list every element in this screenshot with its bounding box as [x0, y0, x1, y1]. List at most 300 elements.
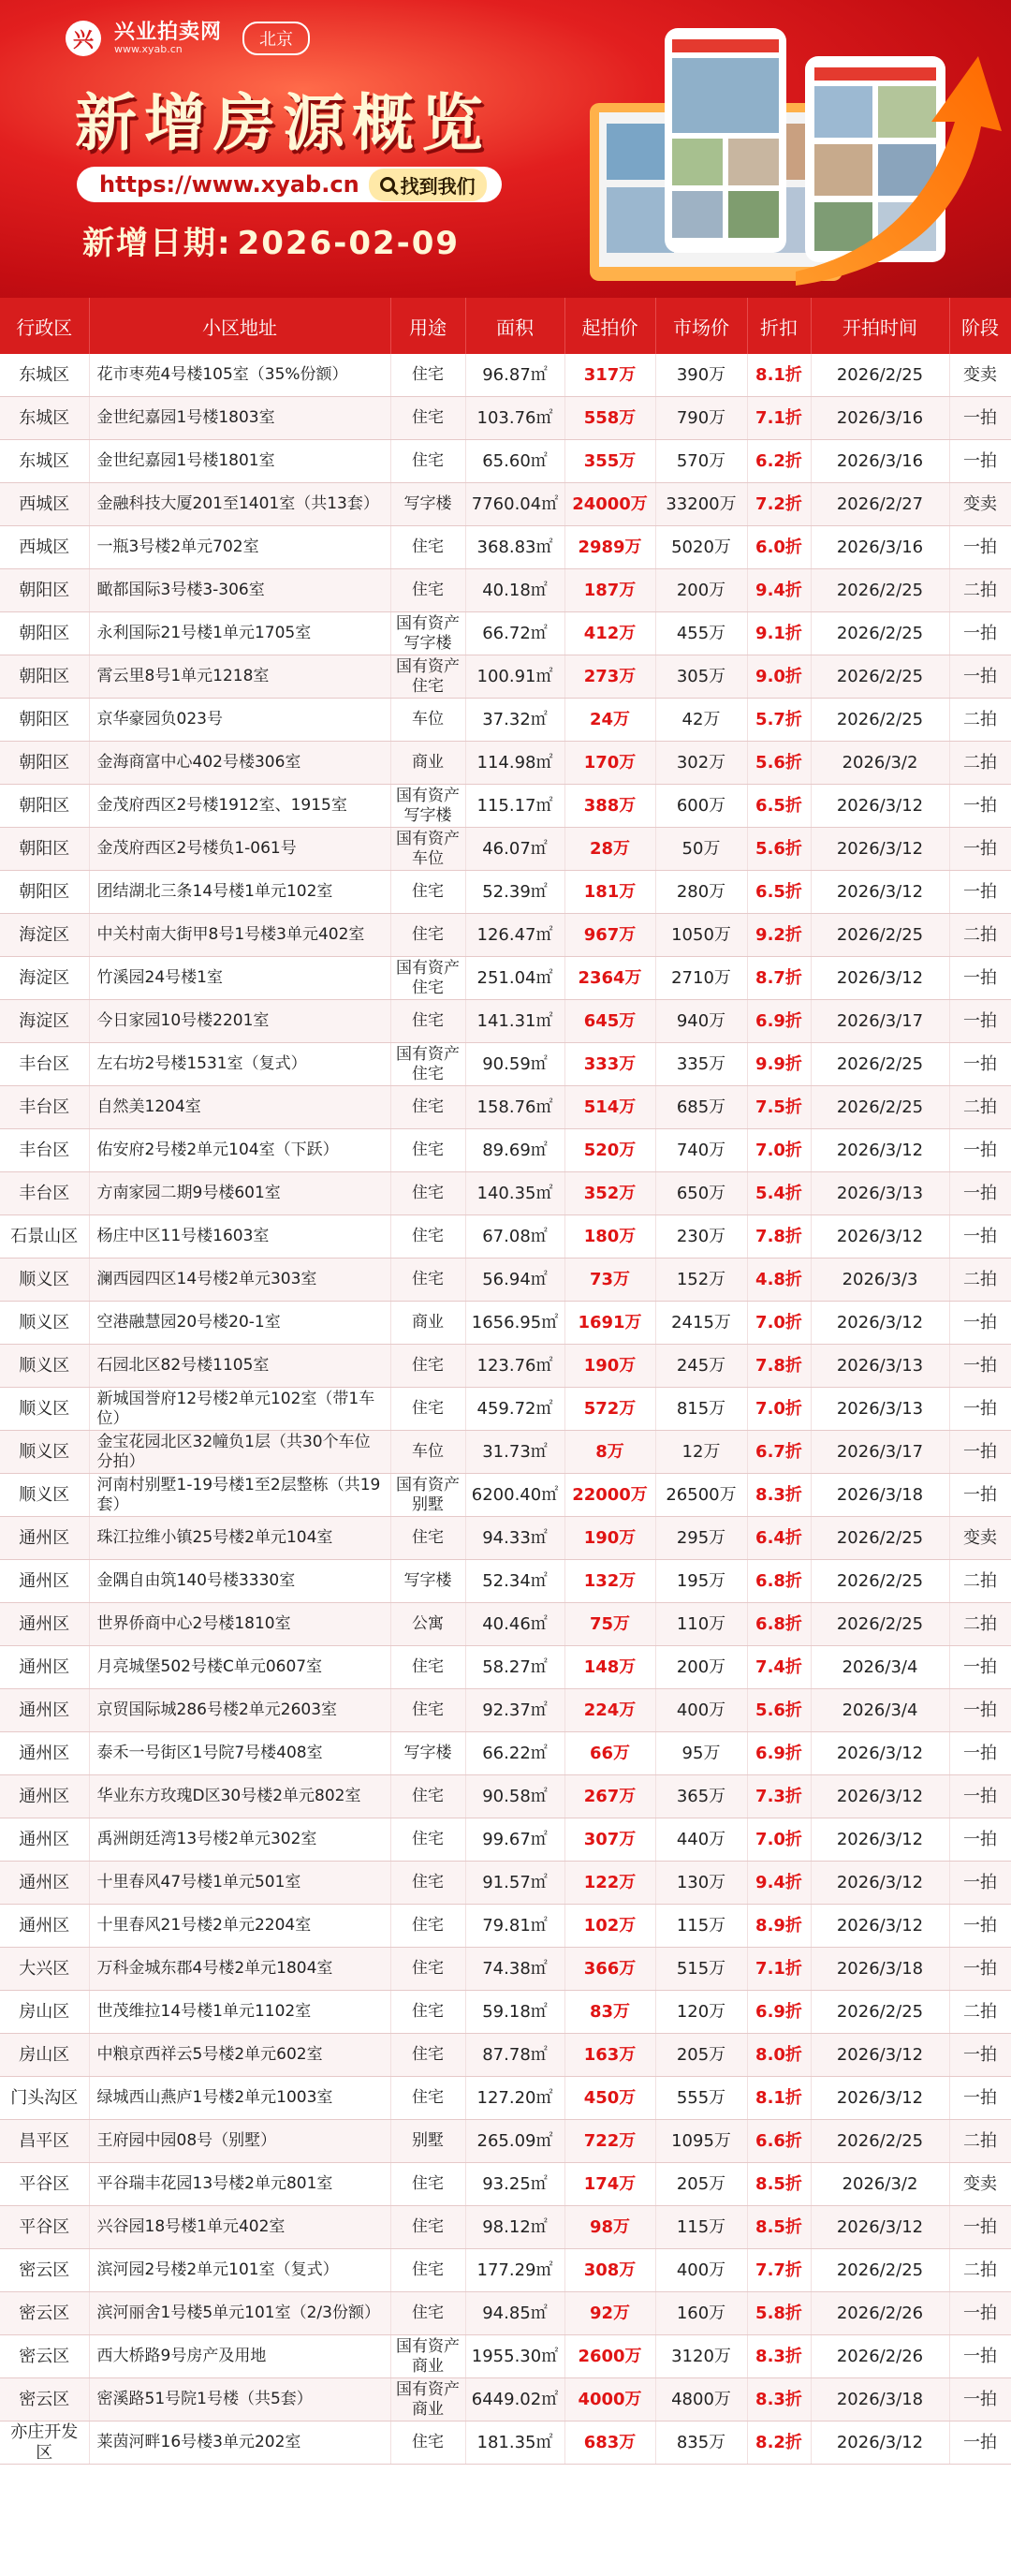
cell-discount: 6.7折: [747, 1431, 811, 1474]
table-row[interactable]: [0, 2206, 1011, 2249]
cell-usage: 住宅: [390, 569, 465, 612]
cell-market-price: 790万: [655, 397, 747, 440]
cell-address[interactable]: 方南家园二期9号楼601室: [89, 1172, 390, 1215]
cell-start-price: 317万: [564, 354, 655, 397]
cell-stage: 一拍: [949, 2206, 1011, 2249]
table-row[interactable]: [0, 828, 1011, 871]
cell-usage: 住宅: [390, 354, 465, 397]
cell-address[interactable]: 京贸国际城286号楼2单元2603室: [89, 1689, 390, 1732]
cell-usage: 住宅: [390, 1689, 465, 1732]
cell-address[interactable]: 平谷瑞丰花园13号楼2单元801室: [89, 2163, 390, 2206]
devices-illustration-icon: [562, 19, 1002, 290]
table-row[interactable]: [0, 612, 1011, 655]
cell-address[interactable]: 绿城西山燕庐1号楼2单元1003室: [89, 2077, 390, 2120]
cell-address[interactable]: 花市枣苑4号楼105室（35%份额）: [89, 354, 390, 397]
table-row[interactable]: [0, 1560, 1011, 1603]
cell-start-price: 645万: [564, 1000, 655, 1043]
cell-auction-date: 2026/2/25: [811, 2249, 949, 2292]
cell-discount: 6.9折: [747, 1000, 811, 1043]
cell-discount: 7.4折: [747, 1646, 811, 1689]
cell-discount: 6.9折: [747, 1732, 811, 1775]
cell-market-price: 205万: [655, 2034, 747, 2077]
cell-address[interactable]: 空港融慧园20号楼20-1室: [89, 1302, 390, 1345]
table-row[interactable]: [0, 1000, 1011, 1043]
cell-address[interactable]: 石园北区82号楼1105室: [89, 1345, 390, 1388]
cell-market-price: 295万: [655, 1517, 747, 1560]
cell-stage: 一拍: [949, 440, 1011, 483]
cell-usage: 住宅: [390, 526, 465, 569]
cell-auction-date: 2026/3/4: [811, 1646, 949, 1689]
cell-start-price: 1691万: [564, 1302, 655, 1345]
cell-market-price: 302万: [655, 742, 747, 785]
cell-area: 115.17㎡: [465, 785, 564, 828]
table-row[interactable]: [0, 526, 1011, 569]
cell-address[interactable]: 金茂府西区2号楼1912室、1915室: [89, 785, 390, 828]
table-row[interactable]: [0, 1129, 1011, 1172]
logo-url: www.xyab.cn: [114, 43, 183, 56]
cell-address[interactable]: 左右坊2号楼1531室（复式）: [89, 1043, 390, 1086]
cell-address[interactable]: 佑安府2号楼2单元104室（下跃）: [89, 1129, 390, 1172]
cell-address[interactable]: 杨庄中区11号楼1603室: [89, 1215, 390, 1259]
cell-address[interactable]: 西大桥路9号房产及用地: [89, 2335, 390, 2378]
cell-market-price: 570万: [655, 440, 747, 483]
cell-stage: 二拍: [949, 1560, 1011, 1603]
cell-market-price: 1050万: [655, 914, 747, 957]
cell-start-price: 22000万: [564, 1474, 655, 1517]
cell-usage: 商业: [390, 1302, 465, 1345]
cell-area: 87.78㎡: [465, 2034, 564, 2077]
table-row[interactable]: [0, 1474, 1011, 1517]
cell-district: 顺义区: [0, 1474, 89, 1517]
cell-usage: 国有资产别墅: [390, 1474, 465, 1517]
table-row[interactable]: [0, 2163, 1011, 2206]
cell-auction-date: 2026/3/12: [811, 828, 949, 871]
cell-area: 40.46㎡: [465, 1603, 564, 1646]
cell-area: 52.34㎡: [465, 1560, 564, 1603]
cell-auction-date: 2026/3/16: [811, 526, 949, 569]
cell-address[interactable]: 滨河丽舍1号楼5单元101室（2/3份额）: [89, 2292, 390, 2335]
cell-usage: 住宅: [390, 2292, 465, 2335]
cell-start-price: 450万: [564, 2077, 655, 2120]
table-row[interactable]: [0, 2120, 1011, 2163]
cell-auction-date: 2026/3/12: [811, 1818, 949, 1862]
cell-start-price: 174万: [564, 2163, 655, 2206]
cell-area: 93.25㎡: [465, 2163, 564, 2206]
cell-stage: 一拍: [949, 1172, 1011, 1215]
cell-market-price: 455万: [655, 612, 747, 655]
cell-market-price: 26500万: [655, 1474, 747, 1517]
cell-market-price: 365万: [655, 1775, 747, 1818]
cell-usage: 国有资产住宅: [390, 957, 465, 1000]
cell-address[interactable]: 金融科技大厦201至1401室（共13套）: [89, 483, 390, 526]
col-start-price: 起拍价: [564, 298, 655, 354]
cell-area: 74.38㎡: [465, 1948, 564, 1991]
date-value: 2026-02-09: [237, 225, 461, 262]
cell-address[interactable]: 中关村南大街甲8号1号楼3单元402室: [89, 914, 390, 957]
table-row[interactable]: [0, 2034, 1011, 2077]
table-row[interactable]: [0, 2077, 1011, 2120]
cell-address[interactable]: 霄云里8号1单元1218室: [89, 655, 390, 699]
table-row[interactable]: [0, 1345, 1011, 1388]
cell-address[interactable]: 金世纪嘉园1号楼1803室: [89, 397, 390, 440]
cell-stage: 二拍: [949, 2249, 1011, 2292]
cell-discount: 6.6折: [747, 2120, 811, 2163]
cell-usage: 住宅: [390, 1646, 465, 1689]
cell-stage: 二拍: [949, 1603, 1011, 1646]
table-row[interactable]: [0, 1775, 1011, 1818]
cell-stage: 二拍: [949, 742, 1011, 785]
cell-stage: 变卖: [949, 354, 1011, 397]
cell-area: 98.12㎡: [465, 2206, 564, 2249]
cell-stage: 一拍: [949, 1474, 1011, 1517]
cell-district: 东城区: [0, 354, 89, 397]
cell-district: 西城区: [0, 483, 89, 526]
cell-start-price: 122万: [564, 1862, 655, 1905]
cell-auction-date: 2026/3/13: [811, 1388, 949, 1431]
cell-auction-date: 2026/3/12: [811, 1732, 949, 1775]
table-row[interactable]: [0, 1259, 1011, 1302]
cell-discount: 7.8折: [747, 1345, 811, 1388]
cell-district: 密云区: [0, 2249, 89, 2292]
cell-start-price: 98万: [564, 2206, 655, 2249]
cell-market-price: 200万: [655, 1646, 747, 1689]
cell-market-price: 160万: [655, 2292, 747, 2335]
cell-district: 通州区: [0, 1905, 89, 1948]
cell-market-price: 152万: [655, 1259, 747, 1302]
cell-address[interactable]: 金宝花园北区32幢负1层（共30个车位分拍）: [89, 1431, 390, 1474]
cell-address[interactable]: 禹洲朗廷湾13号楼2单元302室: [89, 1818, 390, 1862]
cell-address[interactable]: 中粮京西祥云5号楼2单元602室: [89, 2034, 390, 2077]
cell-start-price: 180万: [564, 1215, 655, 1259]
table-row[interactable]: [0, 914, 1011, 957]
cell-stage: 一拍: [949, 1000, 1011, 1043]
cell-district: 通州区: [0, 1818, 89, 1862]
cell-area: 90.59㎡: [465, 1043, 564, 1086]
cell-discount: 7.0折: [747, 1388, 811, 1431]
table-row[interactable]: [0, 2421, 1011, 2465]
cell-stage: 变卖: [949, 1517, 1011, 1560]
cell-stage: 一拍: [949, 1215, 1011, 1259]
table-row[interactable]: [0, 1603, 1011, 1646]
cell-market-price: 1095万: [655, 2120, 747, 2163]
cell-auction-date: 2026/2/25: [811, 2120, 949, 2163]
cell-usage: 写字楼: [390, 1560, 465, 1603]
table-row[interactable]: [0, 1948, 1011, 1991]
cell-district: 顺义区: [0, 1388, 89, 1431]
cell-auction-date: 2026/3/12: [811, 785, 949, 828]
cell-area: 126.47㎡: [465, 914, 564, 957]
cell-district: 西城区: [0, 526, 89, 569]
cell-district: 通州区: [0, 1732, 89, 1775]
cell-discount: 7.1折: [747, 397, 811, 440]
cell-address[interactable]: 竹溪园24号楼1室: [89, 957, 390, 1000]
cell-usage: 国有资产商业: [390, 2378, 465, 2421]
cell-start-price: 366万: [564, 1948, 655, 1991]
col-area: 面积: [465, 298, 564, 354]
table-row[interactable]: [0, 569, 1011, 612]
table-row[interactable]: [0, 1388, 1011, 1431]
col-address: 小区地址: [89, 298, 390, 354]
col-district: 行政区: [0, 298, 89, 354]
cell-discount: 6.9折: [747, 1991, 811, 2034]
cell-stage: 一拍: [949, 1905, 1011, 1948]
cell-usage: 住宅: [390, 1000, 465, 1043]
cell-area: 127.20㎡: [465, 2077, 564, 2120]
cell-start-price: 190万: [564, 1345, 655, 1388]
cell-start-price: 388万: [564, 785, 655, 828]
cell-area: 177.29㎡: [465, 2249, 564, 2292]
cell-market-price: 195万: [655, 1560, 747, 1603]
brand-logo[interactable]: [66, 21, 310, 56]
cell-start-price: 2364万: [564, 957, 655, 1000]
city-badge[interactable]: 北京: [242, 22, 310, 55]
table-row[interactable]: [0, 1818, 1011, 1862]
cell-address[interactable]: 永利国际21号楼1单元1705室: [89, 612, 390, 655]
cell-stage: 一拍: [949, 2034, 1011, 2077]
cell-discount: 8.5折: [747, 2206, 811, 2249]
cell-stage: 二拍: [949, 1086, 1011, 1129]
cell-auction-date: 2026/3/2: [811, 742, 949, 785]
cell-area: 103.76㎡: [465, 397, 564, 440]
cell-usage: 国有资产住宅: [390, 655, 465, 699]
cell-stage: 一拍: [949, 612, 1011, 655]
cell-discount: 7.2折: [747, 483, 811, 526]
cell-stage: 一拍: [949, 1689, 1011, 1732]
cell-address[interactable]: 华业东方玫瑰D区30号楼2单元802室: [89, 1775, 390, 1818]
cell-start-price: 514万: [564, 1086, 655, 1129]
table-row[interactable]: [0, 871, 1011, 914]
cell-area: 37.32㎡: [465, 699, 564, 742]
cell-discount: 6.0折: [747, 526, 811, 569]
cell-district: 通州区: [0, 1689, 89, 1732]
cell-district: 房山区: [0, 1991, 89, 2034]
cell-usage: 国有资产车位: [390, 828, 465, 871]
cell-start-price: 572万: [564, 1388, 655, 1431]
cell-start-price: 2600万: [564, 2335, 655, 2378]
cell-district: 通州区: [0, 1603, 89, 1646]
cell-start-price: 66万: [564, 1732, 655, 1775]
cell-district: 朝阳区: [0, 699, 89, 742]
cell-district: 海淀区: [0, 914, 89, 957]
cell-discount: 8.2折: [747, 2421, 811, 2465]
cell-address[interactable]: 王府园中园08号（别墅）: [89, 2120, 390, 2163]
cell-usage: 国有资产住宅: [390, 1043, 465, 1086]
cell-address[interactable]: 十里春风21号楼2单元2204室: [89, 1905, 390, 1948]
cell-stage: 一拍: [949, 1129, 1011, 1172]
cell-start-price: 83万: [564, 1991, 655, 2034]
cell-area: 66.22㎡: [465, 1732, 564, 1775]
col-auction-date: 开拍时间: [811, 298, 949, 354]
cell-district: 通州区: [0, 1862, 89, 1905]
cell-stage: 一拍: [949, 397, 1011, 440]
cell-address[interactable]: 滨河园2号楼2单元101室（复式）: [89, 2249, 390, 2292]
cell-stage: 一拍: [949, 785, 1011, 828]
table-row[interactable]: [0, 1215, 1011, 1259]
cell-district: 昌平区: [0, 2120, 89, 2163]
cell-usage: 住宅: [390, 2249, 465, 2292]
cell-address[interactable]: 密溪路51号院1号楼（共5套）: [89, 2378, 390, 2421]
cell-discount: 7.1折: [747, 1948, 811, 1991]
cell-discount: 8.1折: [747, 354, 811, 397]
cell-address[interactable]: 莱茵河畔16号楼3单元202室: [89, 2421, 390, 2465]
table-row[interactable]: [0, 1991, 1011, 2034]
cell-auction-date: 2026/2/26: [811, 2292, 949, 2335]
listing-table: [0, 298, 1011, 2465]
cell-area: 6200.40㎡: [465, 1474, 564, 1517]
cell-district: 通州区: [0, 1775, 89, 1818]
table-row[interactable]: [0, 1646, 1011, 1689]
cell-auction-date: 2026/3/12: [811, 2206, 949, 2249]
cell-discount: 7.0折: [747, 1302, 811, 1345]
website-url[interactable]: https://www.xyab.cn: [99, 171, 359, 198]
table-row[interactable]: [0, 655, 1011, 699]
cell-address[interactable]: 团结湖北三条14号楼1单元102室: [89, 871, 390, 914]
col-stage: 阶段: [949, 298, 1011, 354]
col-discount: 折扣: [747, 298, 811, 354]
cell-district: 房山区: [0, 2034, 89, 2077]
cell-address[interactable]: 月亮城堡502号楼C单元0607室: [89, 1646, 390, 1689]
table-row[interactable]: [0, 1086, 1011, 1129]
cell-address[interactable]: 瞰都国际3号楼3-306室: [89, 569, 390, 612]
cell-area: 123.76㎡: [465, 1345, 564, 1388]
cell-address[interactable]: 金世纪嘉园1号楼1801室: [89, 440, 390, 483]
cell-area: 52.39㎡: [465, 871, 564, 914]
cell-usage: 国有资产商业: [390, 2335, 465, 2378]
table-row[interactable]: [0, 1689, 1011, 1732]
cell-address[interactable]: 京华豪园负023号: [89, 699, 390, 742]
table-row[interactable]: [0, 785, 1011, 828]
cell-district: 丰台区: [0, 1043, 89, 1086]
cell-discount: 9.9折: [747, 1043, 811, 1086]
table-row[interactable]: [0, 1905, 1011, 1948]
cell-address[interactable]: 澜西园四区14号楼2单元303室: [89, 1259, 390, 1302]
table-row[interactable]: [0, 1517, 1011, 1560]
cell-address[interactable]: 河南村别墅1-19号楼1至2层整栋（共19套）: [89, 1474, 390, 1517]
cell-district: 密云区: [0, 2335, 89, 2378]
cell-discount: 6.5折: [747, 871, 811, 914]
cell-address[interactable]: 自然美1204室: [89, 1086, 390, 1129]
cell-area: 67.08㎡: [465, 1215, 564, 1259]
table-row[interactable]: [0, 742, 1011, 785]
cell-address[interactable]: 一瓶3号楼2单元702室: [89, 526, 390, 569]
website-pill[interactable]: [77, 167, 502, 202]
cell-address[interactable]: 今日家园10号楼2201室: [89, 1000, 390, 1043]
cell-address[interactable]: 金茂府西区2号楼负1-061号: [89, 828, 390, 871]
cell-address[interactable]: 泰禾一号街区1号院7号楼408室: [89, 1732, 390, 1775]
cell-auction-date: 2026/3/12: [811, 2421, 949, 2465]
cell-start-price: 24000万: [564, 483, 655, 526]
cell-address[interactable]: 世茂维拉14号楼1单元1102室: [89, 1991, 390, 2034]
cell-area: 158.76㎡: [465, 1086, 564, 1129]
table-row[interactable]: [0, 397, 1011, 440]
cell-stage: 二拍: [949, 914, 1011, 957]
cell-area: 58.27㎡: [465, 1646, 564, 1689]
cell-auction-date: 2026/3/12: [811, 1215, 949, 1259]
table-row[interactable]: [0, 1732, 1011, 1775]
cell-discount: 9.1折: [747, 612, 811, 655]
cell-address[interactable]: 新城国誉府12号楼2单元102室（带1车位）: [89, 1388, 390, 1431]
cell-stage: 一拍: [949, 2335, 1011, 2378]
cell-district: 海淀区: [0, 957, 89, 1000]
table-row[interactable]: [0, 354, 1011, 397]
table-row[interactable]: [0, 1862, 1011, 1905]
cell-address[interactable]: 世界侨商中心2号楼1810室: [89, 1603, 390, 1646]
cell-market-price: 515万: [655, 1948, 747, 1991]
cell-usage: 住宅: [390, 2077, 465, 2120]
cell-area: 65.60㎡: [465, 440, 564, 483]
cell-market-price: 115万: [655, 1905, 747, 1948]
cell-start-price: 102万: [564, 1905, 655, 1948]
table-row[interactable]: [0, 1043, 1011, 1086]
cell-auction-date: 2026/2/25: [811, 1603, 949, 1646]
table-row[interactable]: [0, 2249, 1011, 2292]
cell-discount: 9.4折: [747, 569, 811, 612]
table-row[interactable]: [0, 699, 1011, 742]
cell-discount: 6.8折: [747, 1603, 811, 1646]
cell-address[interactable]: 珠江拉维小镇25号楼2单元104室: [89, 1517, 390, 1560]
find-us-button[interactable]: [369, 169, 487, 201]
cell-stage: 一拍: [949, 2421, 1011, 2465]
cell-start-price: 307万: [564, 1818, 655, 1862]
cell-address[interactable]: 兴谷园18号楼1单元402室: [89, 2206, 390, 2249]
search-icon: [380, 177, 395, 192]
cell-area: 181.35㎡: [465, 2421, 564, 2465]
cell-address[interactable]: 金海商富中心402号楼306室: [89, 742, 390, 785]
cell-address[interactable]: 万科金城东郡4号楼2单元1804室: [89, 1948, 390, 1991]
cell-start-price: 352万: [564, 1172, 655, 1215]
table-row[interactable]: [0, 2292, 1011, 2335]
cell-address[interactable]: 十里春风47号楼1单元501室: [89, 1862, 390, 1905]
cell-start-price: 267万: [564, 1775, 655, 1818]
cell-district: 通州区: [0, 1560, 89, 1603]
cell-auction-date: 2026/3/12: [811, 1775, 949, 1818]
table-row[interactable]: [0, 2378, 1011, 2421]
cell-market-price: 120万: [655, 1991, 747, 2034]
table-row[interactable]: [0, 2335, 1011, 2378]
cell-area: 94.33㎡: [465, 1517, 564, 1560]
table-row[interactable]: [0, 440, 1011, 483]
table-row[interactable]: [0, 1172, 1011, 1215]
cell-area: 91.57㎡: [465, 1862, 564, 1905]
cell-auction-date: 2026/2/25: [811, 354, 949, 397]
cell-auction-date: 2026/3/18: [811, 2378, 949, 2421]
table-row[interactable]: [0, 483, 1011, 526]
cell-district: 顺义区: [0, 1431, 89, 1474]
cell-auction-date: 2026/3/17: [811, 1000, 949, 1043]
cell-district: 朝阳区: [0, 612, 89, 655]
cell-market-price: 3120万: [655, 2335, 747, 2378]
cell-district: 丰台区: [0, 1129, 89, 1172]
table-row[interactable]: [0, 957, 1011, 1000]
cell-stage: 一拍: [949, 2292, 1011, 2335]
cell-discount: 4.8折: [747, 1259, 811, 1302]
cell-start-price: 333万: [564, 1043, 655, 1086]
cell-auction-date: 2026/3/17: [811, 1431, 949, 1474]
cell-discount: 5.4折: [747, 1172, 811, 1215]
table-row[interactable]: [0, 1302, 1011, 1345]
cell-market-price: 280万: [655, 871, 747, 914]
cell-usage: 住宅: [390, 1818, 465, 1862]
cell-auction-date: 2026/3/16: [811, 397, 949, 440]
cell-address[interactable]: 金隅自由筑140号楼3330室: [89, 1560, 390, 1603]
cell-market-price: 815万: [655, 1388, 747, 1431]
cell-market-price: 390万: [655, 354, 747, 397]
cell-market-price: 400万: [655, 1689, 747, 1732]
table-row[interactable]: [0, 1431, 1011, 1474]
cell-discount: 6.5折: [747, 785, 811, 828]
cell-area: 31.73㎡: [465, 1431, 564, 1474]
cell-start-price: 181万: [564, 871, 655, 914]
